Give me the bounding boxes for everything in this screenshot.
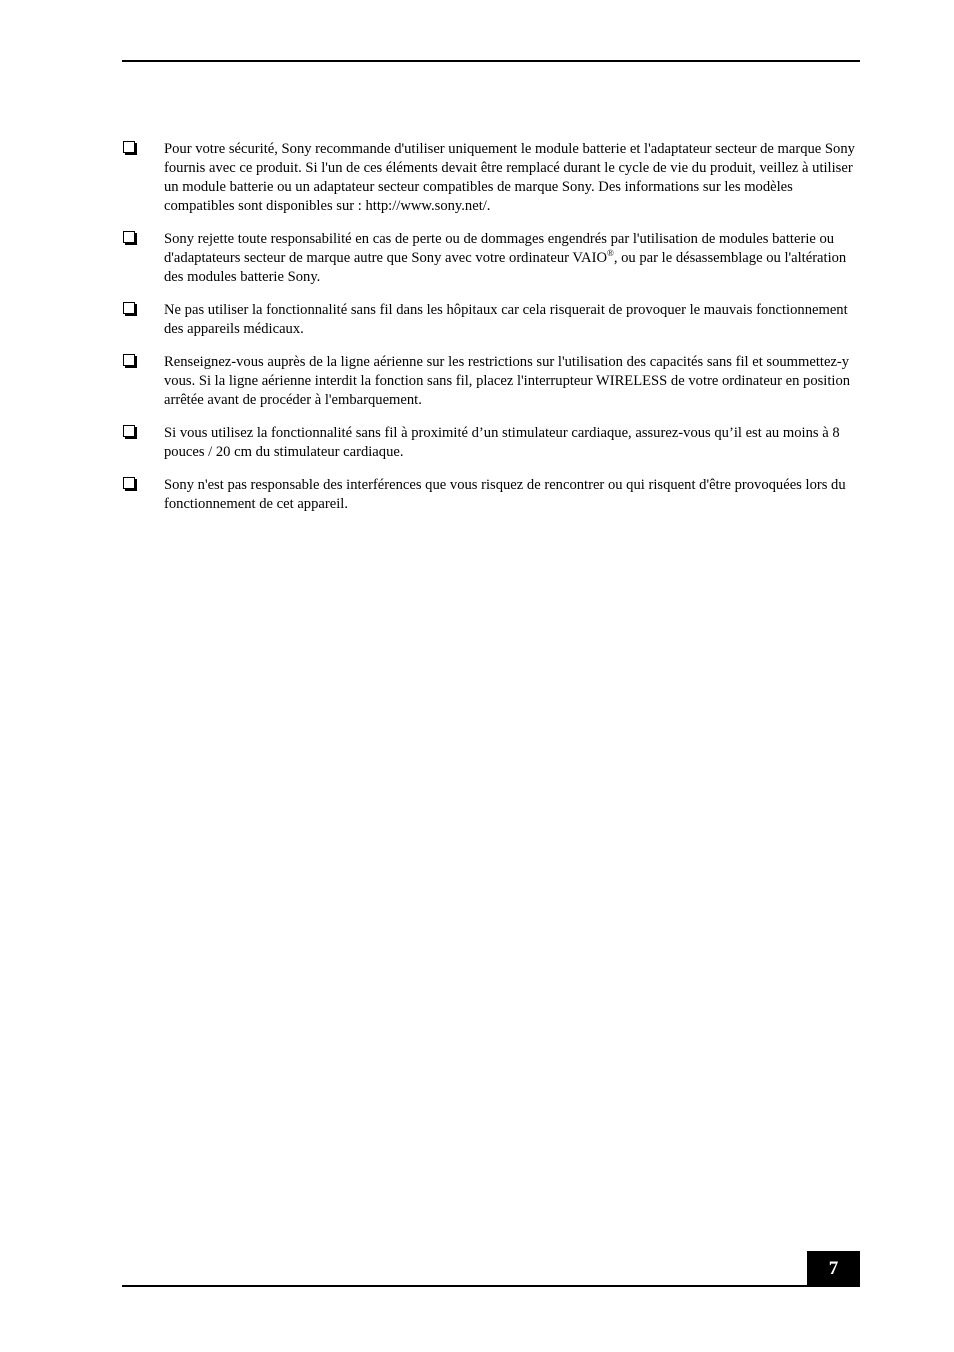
list-item-text: Renseignez-vous auprès de la ligne aérienne sur les restrictions sur l'utilisation des capacités sans fil et soummettez-y vous. Si la ligne aérienne interdit la fonction sans fil, placez l'interrupteur WIRELESS de votre ordinateur en position arrêtée avant de procéder à l'embarquement. [164, 354, 851, 408]
checkbox-bullet-icon [123, 354, 135, 366]
safety-notice-list [122, 140, 860, 528]
registered-mark: ® [606, 248, 614, 259]
list-item [122, 424, 860, 462]
list-item-text-part: , ou par le désassemblage ou l'altération des modules batterie Sony. [164, 250, 847, 285]
list-item-text: Pour votre sécurité, Sony recommande d'utiliser uniquement le module batterie et l'adaptateur secteur de marque Sony fournis avec ce produit. Si l'un de ces éléments devait être remplacé durant le cycle de vie du produit, veillez à utiliser un module batterie ou un adaptateur secteur compatibles de marque Sony. Des informations sur les modèles compatibles sont disponibles sur : http://www.sony.net/. [164, 141, 855, 214]
checkbox-bullet-icon [123, 141, 135, 153]
list-item [122, 230, 860, 287]
list-item [122, 476, 860, 514]
footer-rule [122, 1285, 860, 1287]
list-item [122, 353, 860, 410]
list-item [122, 140, 860, 216]
checkbox-bullet-icon [123, 477, 135, 489]
list-item-text: Sony n'est pas responsable des interférences que vous risquez de rencontrer ou qui risquent d'être provoquées lors du fonctionnement de cet appareil. [164, 477, 846, 512]
list-item-text [164, 230, 860, 287]
page-number: 7 [807, 1251, 860, 1286]
checkbox-bullet-icon [123, 425, 135, 437]
checkbox-bullet-icon [123, 231, 135, 243]
checkbox-bullet-icon [123, 302, 135, 314]
header-rule [122, 60, 860, 62]
list-item-text: Si vous utilisez la fonctionnalité sans fil à proximité d’un stimulateur cardiaque, assurez-vous qu’il est au moins à 8 pouces / 20 cm du stimulateur cardiaque. [164, 425, 840, 460]
list-item-text-part: Sony rejette toute responsabilité en cas de perte ou de dommages engendrés par l'utilisation de modules batterie ou d'adaptateurs secteur de marque autre que Sony avec votre ordinateur VAIO [164, 231, 835, 266]
list-item-text: Ne pas utiliser la fonctionnalité sans fil dans les hôpitaux car cela risquerait de provoquer le mauvais fonctionnement des appareils médicaux. [164, 302, 848, 337]
list-item [122, 301, 860, 339]
